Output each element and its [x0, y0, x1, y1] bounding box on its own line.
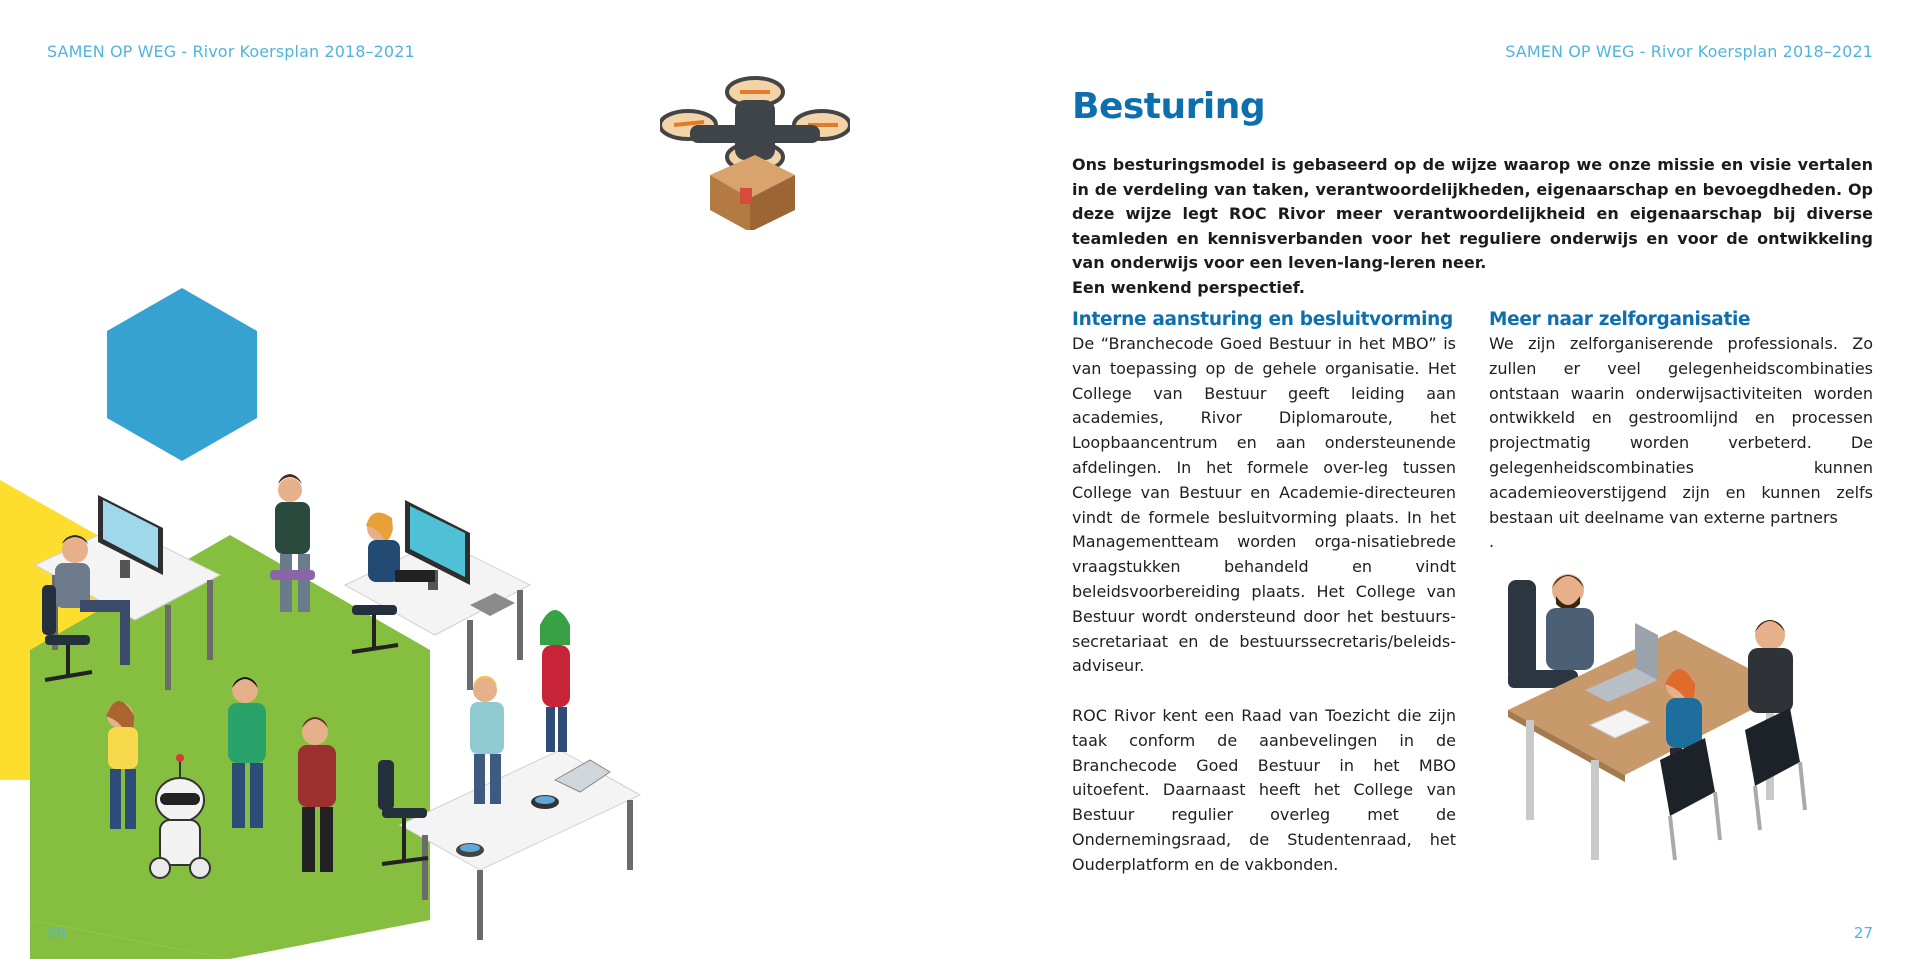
intro-paragraph: Ons besturingsmodel is gebaseerd op de wijze waarop we onze missie en visie vertalen in de verdeling van taken, verantwoordelijkheden, eigenaarschap en bevoegdheden. Op deze wijze legt ROC Rivor meer verantwoordelijkheid en eigenaarschap bij diverse teamleden en kennisverbanden voor het reguliere onderwijs en voor de ontwikkeling van onderwijs voor een leven-lang-leren neer. [1072, 155, 1873, 273]
delivery-drone-icon [660, 70, 850, 230]
page-title: Besturing [1072, 86, 1266, 127]
running-head-left: SAMEN OP WEG - Rivor Koersplan 2018–2021 [47, 42, 415, 61]
section-paragraph: ROC Rivor kent een Raad van Toezicht die zijn taak conform de aanbevelingen in de Branchecode Goed Bestuur in het MBO uitoefent. Daarnaast heeft het College van Bestuur regulier overleg met de Ondernemingsraad, de Studentenraad, het Ouderplatform en de vakbonden. [1072, 705, 1456, 874]
section-paragraph-end: . [1489, 532, 1495, 552]
section-interne-aansturing [1072, 308, 1456, 878]
page-number-left: 26 [47, 924, 67, 942]
section-paragraph: De “Branchecode Goed Bestuur in het MBO” is van toepassing op de gehele organisatie. Het College van Bestuur geeft leiding aan academies, Rivor Diplomaroute, het Loopbaancentrum en aan ondersteunende afdelingen. In het formele over-leg tussen College van Bestuur en Academie-directeuren vindt de formele besluitvorming plaats. In het Managementteam worden orga-nisatiebrede vraagstukken behandeld en vindt beleidsvoorbereiding plaats. Het College van Bestuur wordt ondersteund door het bestuurs-secretariaat en de bestuurssecretaris/beleids-adviseur. [1072, 334, 1456, 676]
section-heading: Interne aansturing en besluitvorming [1072, 309, 1453, 330]
running-head-right: SAMEN OP WEG - Rivor Koersplan 2018–2021 [1505, 42, 1873, 61]
blue-hexagon [107, 288, 257, 461]
section-paragraph: We zijn zelforganiserende professionals. Zo zullen er veel gelegenheidscombinaties ontstaan waarin onderwijsactiviteiten worden ontwikkeld en gestroomlijnd en processen projectmatig worden verbeterd. De gelegenheidscombinaties kunnen academieoverstijgend zijn en kunnen zelfs bestaan uit deelname van externe partners [1489, 334, 1873, 527]
intro-text [1072, 153, 1873, 301]
section-zelforganisatie [1489, 308, 1873, 555]
intro-tagline: Een wenkend perspectief. [1072, 277, 1305, 297]
section-heading: Meer naar zelforganisatie [1489, 309, 1751, 330]
meeting-illustration [1490, 560, 1860, 890]
page-number-right: 27 [1853, 924, 1873, 942]
